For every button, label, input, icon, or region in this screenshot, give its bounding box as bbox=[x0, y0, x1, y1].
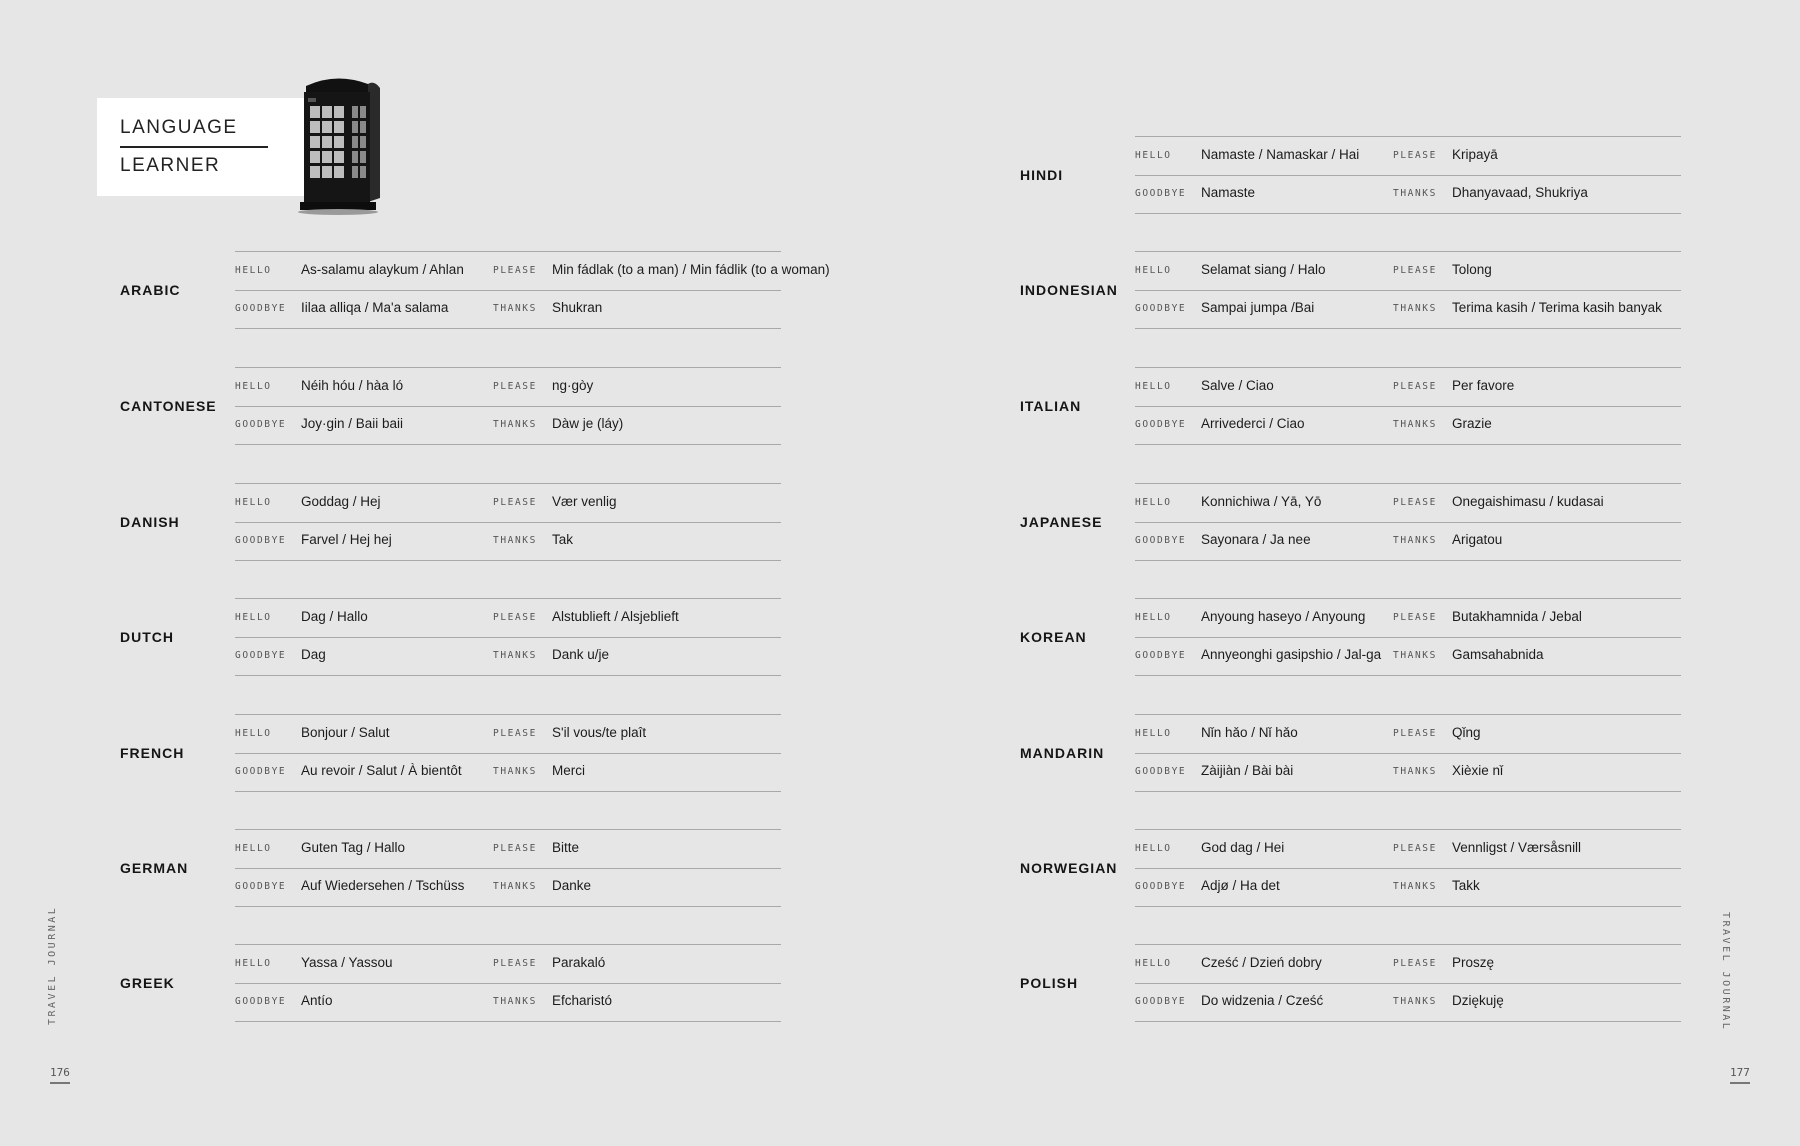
phrase-hello: Goddag / Hej bbox=[301, 494, 381, 509]
phrase-hello: Dag / Hallo bbox=[301, 609, 368, 624]
language-name: JAPANESE bbox=[1020, 514, 1103, 530]
phrase-goodbye: Arrivederci / Ciao bbox=[1201, 416, 1305, 431]
phrase-goodbye: Annyeonghi gasipshio / Jal-ga bbox=[1201, 647, 1382, 662]
label-please: PLEASE bbox=[493, 612, 537, 623]
label-goodbye: GOODBYE bbox=[1135, 419, 1187, 430]
phrase-goodbye: Auf Wiedersehen / Tschüss bbox=[301, 878, 465, 893]
phrase-grid bbox=[1135, 944, 1681, 1022]
phrase-row bbox=[1135, 406, 1681, 445]
label-thanks: THANKS bbox=[1393, 303, 1437, 314]
phrase-row bbox=[235, 637, 781, 676]
phrase-thanks: Dàw je (láy) bbox=[552, 416, 624, 431]
label-thanks: THANKS bbox=[493, 996, 537, 1007]
label-hello: HELLO bbox=[1135, 728, 1172, 739]
label-goodbye: GOODBYE bbox=[1135, 535, 1187, 546]
phrase-please: Parakaló bbox=[552, 955, 606, 970]
label-hello: HELLO bbox=[1135, 150, 1172, 161]
label-hello: HELLO bbox=[235, 728, 272, 739]
language-block bbox=[900, 367, 1800, 445]
phrase-thanks: Dank u/je bbox=[552, 647, 610, 662]
phrase-row bbox=[1135, 522, 1681, 561]
phrase-row bbox=[1135, 290, 1681, 329]
running-head-right: TRAVEL JOURNAL bbox=[1720, 912, 1731, 1032]
phrase-please: Vær venlig bbox=[552, 494, 617, 509]
phrase-please: Butakhamnida / Jebal bbox=[1452, 609, 1582, 624]
label-hello: HELLO bbox=[235, 958, 272, 969]
phrase-grid bbox=[1135, 829, 1681, 907]
phrase-row bbox=[235, 868, 781, 907]
phrase-row bbox=[1135, 830, 1681, 869]
phrase-goodbye: Adjø / Ha det bbox=[1201, 878, 1280, 893]
language-name: MANDARIN bbox=[1020, 745, 1105, 761]
label-thanks: THANKS bbox=[493, 650, 537, 661]
phrase-row bbox=[235, 484, 781, 523]
phrase-goodbye: Zàijiàn / Bài bài bbox=[1201, 763, 1294, 778]
phrase-please: Tolong bbox=[1452, 262, 1492, 277]
label-thanks: THANKS bbox=[1393, 419, 1437, 430]
phrase-grid bbox=[235, 829, 781, 907]
language-block bbox=[0, 829, 900, 907]
language-name: HINDI bbox=[1020, 167, 1064, 183]
phrase-goodbye: Au revoir / Salut / À bientôt bbox=[301, 763, 462, 778]
phrase-please: Onegaishimasu / kudasai bbox=[1452, 494, 1604, 509]
phrase-row bbox=[235, 522, 781, 561]
label-goodbye: GOODBYE bbox=[235, 650, 287, 661]
phrase-hello: Konnichiwa / Yā, Yō bbox=[1201, 494, 1322, 509]
phrase-thanks: Arigatou bbox=[1452, 532, 1503, 547]
language-block bbox=[900, 251, 1800, 329]
label-thanks: THANKS bbox=[1393, 881, 1437, 892]
phrase-please: Vennligst / Værsåsnill bbox=[1452, 840, 1582, 855]
page-right bbox=[900, 0, 1800, 1146]
phrase-hello: Salve / Ciao bbox=[1201, 378, 1274, 393]
label-please: PLEASE bbox=[1393, 728, 1437, 739]
phrase-thanks: Dhanyavaad, Shukriya bbox=[1452, 185, 1588, 200]
language-block bbox=[900, 714, 1800, 792]
language-block bbox=[0, 598, 900, 676]
phrase-thanks: Xièxie nǐ bbox=[1452, 763, 1504, 778]
phrase-grid bbox=[235, 944, 781, 1022]
label-hello: HELLO bbox=[235, 265, 272, 276]
label-thanks: THANKS bbox=[1393, 996, 1437, 1007]
phrase-grid bbox=[1135, 136, 1681, 214]
language-name: GREEK bbox=[120, 975, 175, 991]
phrase-grid bbox=[1135, 251, 1681, 329]
phrase-goodbye: Namaste bbox=[1201, 185, 1256, 200]
phrase-row bbox=[235, 945, 781, 984]
label-please: PLEASE bbox=[1393, 265, 1437, 276]
phrase-please: S'il vous/te plaît bbox=[552, 725, 647, 740]
label-please: PLEASE bbox=[493, 843, 537, 854]
label-goodbye: GOODBYE bbox=[1135, 766, 1187, 777]
label-goodbye: GOODBYE bbox=[1135, 996, 1187, 1007]
label-thanks: THANKS bbox=[493, 303, 537, 314]
phrase-thanks: Tak bbox=[552, 532, 574, 547]
phrase-please: Qǐng bbox=[1452, 725, 1481, 740]
label-goodbye: GOODBYE bbox=[235, 996, 287, 1007]
phrase-hello: Guten Tag / Hallo bbox=[301, 840, 406, 855]
language-block bbox=[0, 714, 900, 792]
label-thanks: THANKS bbox=[1393, 650, 1437, 661]
phrase-grid bbox=[235, 598, 781, 676]
phrase-please: Min fádlak (to a man) / Min fádlik (to a woman) bbox=[552, 262, 830, 277]
label-hello: HELLO bbox=[235, 497, 272, 508]
page-number-rule bbox=[50, 1082, 70, 1084]
title-rule bbox=[120, 146, 268, 148]
phrase-hello: Yassa / Yassou bbox=[301, 955, 393, 970]
title-box bbox=[97, 98, 307, 196]
phrase-thanks: Efcharistó bbox=[552, 993, 613, 1008]
language-name: GERMAN bbox=[120, 860, 189, 876]
label-goodbye: GOODBYE bbox=[1135, 303, 1187, 314]
phrase-row bbox=[1135, 137, 1681, 176]
phrase-grid bbox=[235, 251, 830, 329]
language-block bbox=[0, 367, 900, 445]
phrase-hello: Nǐn hǎo / Nǐ hǎo bbox=[1201, 725, 1298, 740]
label-thanks: THANKS bbox=[493, 419, 537, 430]
phrase-grid bbox=[1135, 714, 1681, 792]
phrase-hello: God dag / Hei bbox=[1201, 840, 1285, 855]
phrase-thanks: Dziękuję bbox=[1452, 993, 1504, 1008]
phrase-hello: Bonjour / Salut bbox=[301, 725, 390, 740]
label-hello: HELLO bbox=[235, 612, 272, 623]
language-name: DUTCH bbox=[120, 629, 174, 645]
label-please: PLEASE bbox=[493, 958, 537, 969]
phrase-hello: As-salamu alaykum / Ahlan bbox=[301, 262, 464, 277]
phrase-hello: Namaste / Namaskar / Hai bbox=[1201, 147, 1360, 162]
title-line-1: LANGUAGE bbox=[120, 117, 238, 138]
language-name: CANTONESE bbox=[120, 398, 217, 414]
phrase-hello: Néih hóu / hàa ló bbox=[301, 378, 404, 393]
phrase-thanks: Terima kasih / Terima kasih banyak bbox=[1452, 300, 1662, 315]
phrase-please: Per favore bbox=[1452, 378, 1515, 393]
phrase-row bbox=[1135, 484, 1681, 523]
language-name: INDONESIAN bbox=[1020, 282, 1118, 298]
page-number: 176 bbox=[50, 1066, 70, 1079]
phrase-row bbox=[1135, 945, 1681, 984]
phrase-row bbox=[1135, 637, 1681, 676]
label-thanks: THANKS bbox=[1393, 535, 1437, 546]
label-please: PLEASE bbox=[1393, 150, 1437, 161]
language-name: KOREAN bbox=[1020, 629, 1087, 645]
phrase-goodbye: Sayonara / Ja nee bbox=[1201, 532, 1311, 547]
phrase-please: Bitte bbox=[552, 840, 580, 855]
phrase-grid bbox=[235, 483, 781, 561]
language-name: ARABIC bbox=[120, 282, 181, 298]
running-head: TRAVEL JOURNAL bbox=[47, 905, 58, 1025]
language-block bbox=[900, 598, 1800, 676]
label-hello: HELLO bbox=[1135, 381, 1172, 392]
phrase-row bbox=[1135, 753, 1681, 792]
label-hello: HELLO bbox=[1135, 958, 1172, 969]
language-name: ITALIAN bbox=[1020, 398, 1082, 414]
phrase-row bbox=[235, 599, 781, 638]
phrase-row bbox=[235, 715, 781, 754]
label-goodbye: GOODBYE bbox=[1135, 650, 1187, 661]
label-please: PLEASE bbox=[493, 381, 537, 392]
label-hello: HELLO bbox=[1135, 612, 1172, 623]
label-please: PLEASE bbox=[493, 497, 537, 508]
phrase-row bbox=[235, 252, 830, 291]
label-hello: HELLO bbox=[235, 843, 272, 854]
phrase-grid bbox=[1135, 483, 1681, 561]
phrase-row bbox=[235, 290, 781, 329]
label-goodbye: GOODBYE bbox=[235, 303, 287, 314]
label-please: PLEASE bbox=[493, 265, 537, 276]
label-thanks: THANKS bbox=[493, 535, 537, 546]
label-hello: HELLO bbox=[235, 381, 272, 392]
phrase-grid bbox=[1135, 598, 1681, 676]
language-block bbox=[900, 944, 1800, 1022]
phrase-row bbox=[1135, 175, 1681, 214]
label-goodbye: GOODBYE bbox=[235, 535, 287, 546]
phrase-hello: Selamat siang / Halo bbox=[1201, 262, 1326, 277]
phrase-thanks: Takk bbox=[1452, 878, 1480, 893]
label-thanks: THANKS bbox=[1393, 188, 1437, 199]
phrase-hello: Cześć / Dzień dobry bbox=[1201, 955, 1322, 970]
language-name: DANISH bbox=[120, 514, 180, 530]
label-goodbye: GOODBYE bbox=[235, 766, 287, 777]
phrase-please: Alstublieft / Alsjeblieft bbox=[552, 609, 679, 624]
label-hello: HELLO bbox=[1135, 497, 1172, 508]
language-block bbox=[900, 829, 1800, 907]
phrase-please: Proszę bbox=[1452, 955, 1495, 970]
label-thanks: THANKS bbox=[1393, 766, 1437, 777]
language-block bbox=[0, 251, 900, 329]
label-goodbye: GOODBYE bbox=[235, 419, 287, 430]
phrase-goodbye: Antío bbox=[301, 993, 333, 1008]
phrase-please: ng·gòy bbox=[552, 378, 594, 393]
phrase-row bbox=[1135, 368, 1681, 407]
phrase-grid bbox=[1135, 367, 1681, 445]
phrase-row bbox=[1135, 715, 1681, 754]
language-name: NORWEGIAN bbox=[1020, 860, 1118, 876]
phrase-row bbox=[1135, 252, 1681, 291]
title-line-2: LEARNER bbox=[120, 155, 221, 176]
language-block bbox=[900, 136, 1800, 214]
phrase-goodbye: Do widzenia / Cześć bbox=[1201, 993, 1324, 1008]
phrase-row bbox=[235, 368, 781, 407]
page-number-rule-right bbox=[1730, 1082, 1750, 1084]
language-name: FRENCH bbox=[120, 745, 185, 761]
phrase-thanks: Grazie bbox=[1452, 416, 1492, 431]
label-hello: HELLO bbox=[1135, 265, 1172, 276]
phrase-thanks: Shukran bbox=[552, 300, 603, 315]
phrase-thanks: Merci bbox=[552, 763, 585, 778]
label-please: PLEASE bbox=[1393, 843, 1437, 854]
phrase-grid bbox=[235, 714, 781, 792]
label-thanks: THANKS bbox=[493, 881, 537, 892]
phrase-goodbye: Sampai jumpa /Bai bbox=[1201, 300, 1315, 315]
label-please: PLEASE bbox=[493, 728, 537, 739]
label-goodbye: GOODBYE bbox=[235, 881, 287, 892]
phrase-goodbye: Joy·gin / Baii baii bbox=[301, 416, 404, 431]
phrase-grid bbox=[235, 367, 781, 445]
phrase-hello: Anyoung haseyo / Anyoung bbox=[1201, 609, 1366, 624]
label-hello: HELLO bbox=[1135, 843, 1172, 854]
language-block bbox=[900, 483, 1800, 561]
phrase-row bbox=[235, 406, 781, 445]
phone-booth-image bbox=[296, 70, 380, 216]
language-block bbox=[0, 944, 900, 1022]
phrase-row bbox=[1135, 868, 1681, 907]
phrase-goodbye: Iilaa alliqa / Ma'a salama bbox=[301, 300, 449, 315]
label-thanks: THANKS bbox=[493, 766, 537, 777]
label-please: PLEASE bbox=[1393, 381, 1437, 392]
phrase-row bbox=[1135, 983, 1681, 1022]
phrase-please: Kripayā bbox=[1452, 147, 1498, 162]
phrase-row bbox=[235, 983, 781, 1022]
label-goodbye: GOODBYE bbox=[1135, 188, 1187, 199]
language-block bbox=[0, 483, 900, 561]
language-name: POLISH bbox=[1020, 975, 1079, 991]
phrase-thanks: Gamsahabnida bbox=[1452, 647, 1544, 662]
phrase-thanks: Danke bbox=[552, 878, 592, 893]
label-please: PLEASE bbox=[1393, 958, 1437, 969]
phrase-row bbox=[1135, 599, 1681, 638]
label-please: PLEASE bbox=[1393, 612, 1437, 623]
phrase-goodbye: Dag bbox=[301, 647, 326, 662]
label-goodbye: GOODBYE bbox=[1135, 881, 1187, 892]
phrase-goodbye: Farvel / Hej hej bbox=[301, 532, 392, 547]
phrase-row bbox=[235, 830, 781, 869]
page-number-right: 177 bbox=[1730, 1066, 1750, 1079]
phrase-row bbox=[235, 753, 781, 792]
label-please: PLEASE bbox=[1393, 497, 1437, 508]
